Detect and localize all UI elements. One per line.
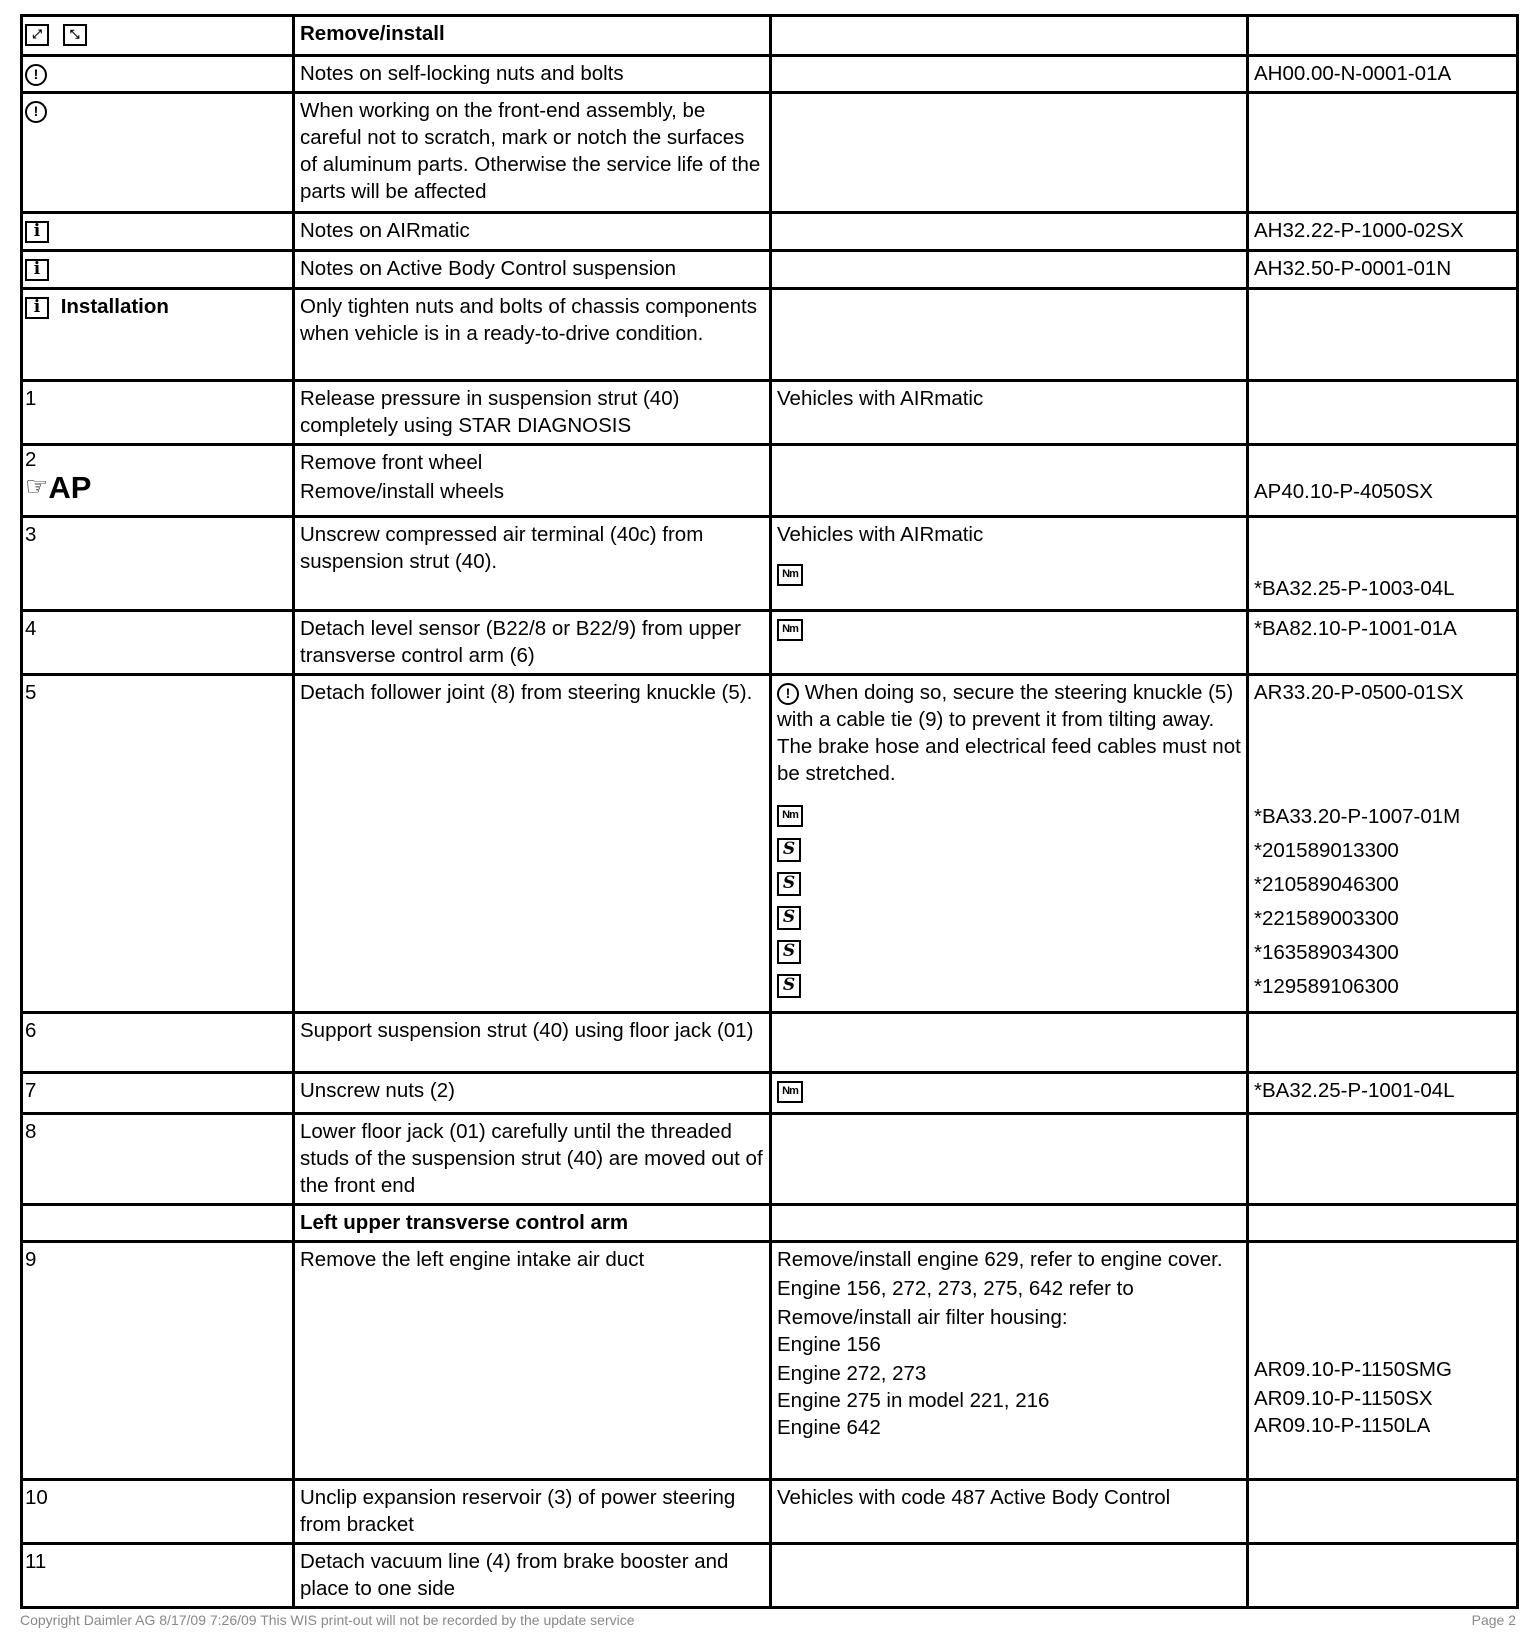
doc-ref-link[interactable]: AR09.10-P-1150SMG bbox=[1254, 1358, 1452, 1381]
table-row bbox=[22, 16, 1518, 56]
note-text: Notes on self-locking nuts and bolts bbox=[294, 56, 771, 93]
info-icon: i bbox=[25, 297, 49, 319]
page-footer bbox=[20, 1612, 1516, 1630]
table-row bbox=[22, 289, 1518, 381]
procedure-document bbox=[20, 14, 1516, 1609]
doc-ref-link[interactable]: *BA32.25-P-1003-04L bbox=[1254, 577, 1455, 600]
section-title: Remove/install bbox=[294, 16, 771, 56]
doc-ref-link[interactable]: *BA82.10-P-1001-01A bbox=[1248, 611, 1518, 675]
table-row bbox=[22, 517, 1518, 611]
step-number: 3 bbox=[22, 517, 294, 611]
step-note: Remove/install engine 629, refer to engine cover. bbox=[777, 1248, 1223, 1271]
table-row bbox=[22, 1205, 1518, 1242]
installation-label: Installation bbox=[60, 295, 169, 318]
special-tool-icon: S bbox=[777, 838, 801, 862]
doc-ref-link[interactable]: AH32.22-P-1000-02SX bbox=[1248, 213, 1518, 251]
step-number: 11 bbox=[22, 1544, 294, 1608]
tool-number[interactable]: *221589003300 bbox=[1254, 906, 1399, 930]
info-icon: i bbox=[25, 221, 49, 243]
subsection-title: Left upper transverse control arm bbox=[294, 1205, 771, 1242]
step-text: Remove front wheel bbox=[300, 451, 483, 474]
doc-ref-link[interactable]: AR09.10-P-1150SX bbox=[1254, 1387, 1433, 1410]
step-note: Engine 275 in model 221, 216 bbox=[777, 1389, 1050, 1412]
step-number: 6 bbox=[22, 1013, 294, 1073]
doc-ref-link[interactable]: AH00.00-N-0001-01A bbox=[1248, 56, 1518, 93]
step-note: ! When doing so, secure the steering knuckle (5) with a cable tie (9) to prevent it from tilting away. The brake hose and electrical feed cables must not be stretched. bbox=[777, 681, 1241, 785]
doc-ref-link[interactable]: AH32.50-P-0001-01N bbox=[1248, 251, 1518, 289]
table-row bbox=[22, 213, 1518, 251]
table-row bbox=[22, 675, 1518, 1013]
step-note: Vehicles with code 487 Active Body Control bbox=[771, 1480, 1248, 1544]
info-icon: i bbox=[25, 259, 49, 281]
step-text: Detach level sensor (B22/8 or B22/9) from upper transverse control arm (6) bbox=[294, 611, 771, 675]
step-text: Release pressure in suspension strut (40) completely using STAR DIAGNOSIS bbox=[294, 381, 771, 445]
step-text: Unclip expansion reservoir (3) of power steering from bracket bbox=[294, 1480, 771, 1544]
step-note: Engine 642 bbox=[777, 1416, 881, 1439]
step-number: 9 bbox=[22, 1242, 294, 1480]
expand-icon[interactable]: ⤢ bbox=[25, 24, 49, 46]
step-note: Engine 156, 272, 273, 275, 642 refer to bbox=[777, 1277, 1134, 1300]
special-tool-icon: S bbox=[777, 974, 801, 998]
step-note: Engine 272, 273 bbox=[777, 1362, 927, 1385]
table-row bbox=[22, 1544, 1518, 1608]
caution-icon: ! bbox=[25, 101, 47, 123]
torque-icon: Nm bbox=[777, 564, 803, 586]
note-text: Only tighten nuts and bolts of chassis components when vehicle is in a ready-to-drive condition. bbox=[294, 289, 771, 381]
caution-icon: ! bbox=[25, 64, 47, 86]
step-text: Unscrew compressed air terminal (40c) from suspension strut (40). bbox=[294, 517, 771, 611]
step-number: 4 bbox=[22, 611, 294, 675]
table-row bbox=[22, 1480, 1518, 1544]
doc-ref-link[interactable]: AR33.20-P-0500-01SX bbox=[1254, 681, 1464, 704]
special-tool-icon: S bbox=[777, 906, 801, 930]
page-number: Page 2 bbox=[1471, 1612, 1516, 1628]
step-number: 8 bbox=[22, 1114, 294, 1205]
table-row bbox=[22, 1073, 1518, 1114]
collapse-icon[interactable]: ⤡ bbox=[63, 24, 87, 46]
step-note: Vehicles with AIRmatic bbox=[777, 523, 984, 546]
tool-number[interactable]: *210589046300 bbox=[1254, 872, 1399, 896]
step-text: Remove/install wheels bbox=[300, 480, 504, 503]
doc-ref-link[interactable]: AR09.10-P-1150LA bbox=[1254, 1414, 1431, 1437]
pointing-hand-icon: ☞ bbox=[25, 471, 49, 501]
table-row bbox=[22, 445, 1518, 517]
step-text: Detach follower joint (8) from steering knuckle (5). bbox=[294, 675, 771, 1013]
torque-icon: Nm bbox=[777, 805, 803, 827]
step-text: Detach vacuum line (4) from brake booster and place to one side bbox=[294, 1544, 771, 1608]
step-note: Engine 156 bbox=[777, 1333, 881, 1356]
note-text: Notes on AIRmatic bbox=[294, 213, 771, 251]
doc-ref-link[interactable]: *BA33.20-P-1007-01M bbox=[1254, 804, 1461, 828]
doc-ref-link[interactable]: AP40.10-P-4050SX bbox=[1254, 480, 1433, 503]
torque-icon: Nm bbox=[777, 619, 803, 641]
step-number: 2 bbox=[25, 448, 37, 471]
ap-label: AP bbox=[48, 470, 92, 505]
tool-number[interactable]: *163589034300 bbox=[1254, 940, 1399, 964]
step-number: 1 bbox=[22, 381, 294, 445]
table-row bbox=[22, 56, 1518, 93]
special-tool-icon: S bbox=[777, 872, 801, 896]
caution-icon: ! bbox=[777, 683, 799, 705]
table-row bbox=[22, 93, 1518, 213]
header-icons bbox=[22, 16, 294, 56]
torque-icon: Nm bbox=[777, 1081, 803, 1103]
step-text: Remove the left engine intake air duct bbox=[294, 1242, 771, 1480]
step-text: Lower floor jack (01) carefully until the threaded studs of the suspension strut (40) are moved out of the front end bbox=[294, 1114, 771, 1205]
step-text: Unscrew nuts (2) bbox=[294, 1073, 771, 1114]
table-row bbox=[22, 1114, 1518, 1205]
note-text: When working on the front-end assembly, be careful not to scratch, mark or notch the surfaces of aluminum parts. Otherwise the service life of the parts will be affected bbox=[294, 93, 771, 213]
procedure-table bbox=[20, 14, 1519, 1609]
step-number: 10 bbox=[22, 1480, 294, 1544]
tool-number[interactable]: *129589106300 bbox=[1254, 974, 1399, 998]
tool-number[interactable]: *201589013300 bbox=[1254, 838, 1399, 862]
step-text: Support suspension strut (40) using floor jack (01) bbox=[294, 1013, 771, 1073]
special-tool-icon: S bbox=[777, 940, 801, 964]
copyright-text: Copyright Daimler AG 8/17/09 7:26/09 This WIS print-out will not be recorded by the update service bbox=[20, 1612, 635, 1628]
table-row bbox=[22, 1242, 1518, 1480]
table-row bbox=[22, 1013, 1518, 1073]
table-row bbox=[22, 251, 1518, 289]
step-number: 7 bbox=[22, 1073, 294, 1114]
step-note: Remove/install air filter housing: bbox=[777, 1306, 1068, 1329]
table-row bbox=[22, 611, 1518, 675]
step-number: 5 bbox=[22, 675, 294, 1013]
table-row bbox=[22, 381, 1518, 445]
note-text: Notes on Active Body Control suspension bbox=[294, 251, 771, 289]
step-note: Vehicles with AIRmatic bbox=[771, 381, 1248, 445]
doc-ref-link[interactable]: *BA32.25-P-1001-04L bbox=[1248, 1073, 1518, 1114]
